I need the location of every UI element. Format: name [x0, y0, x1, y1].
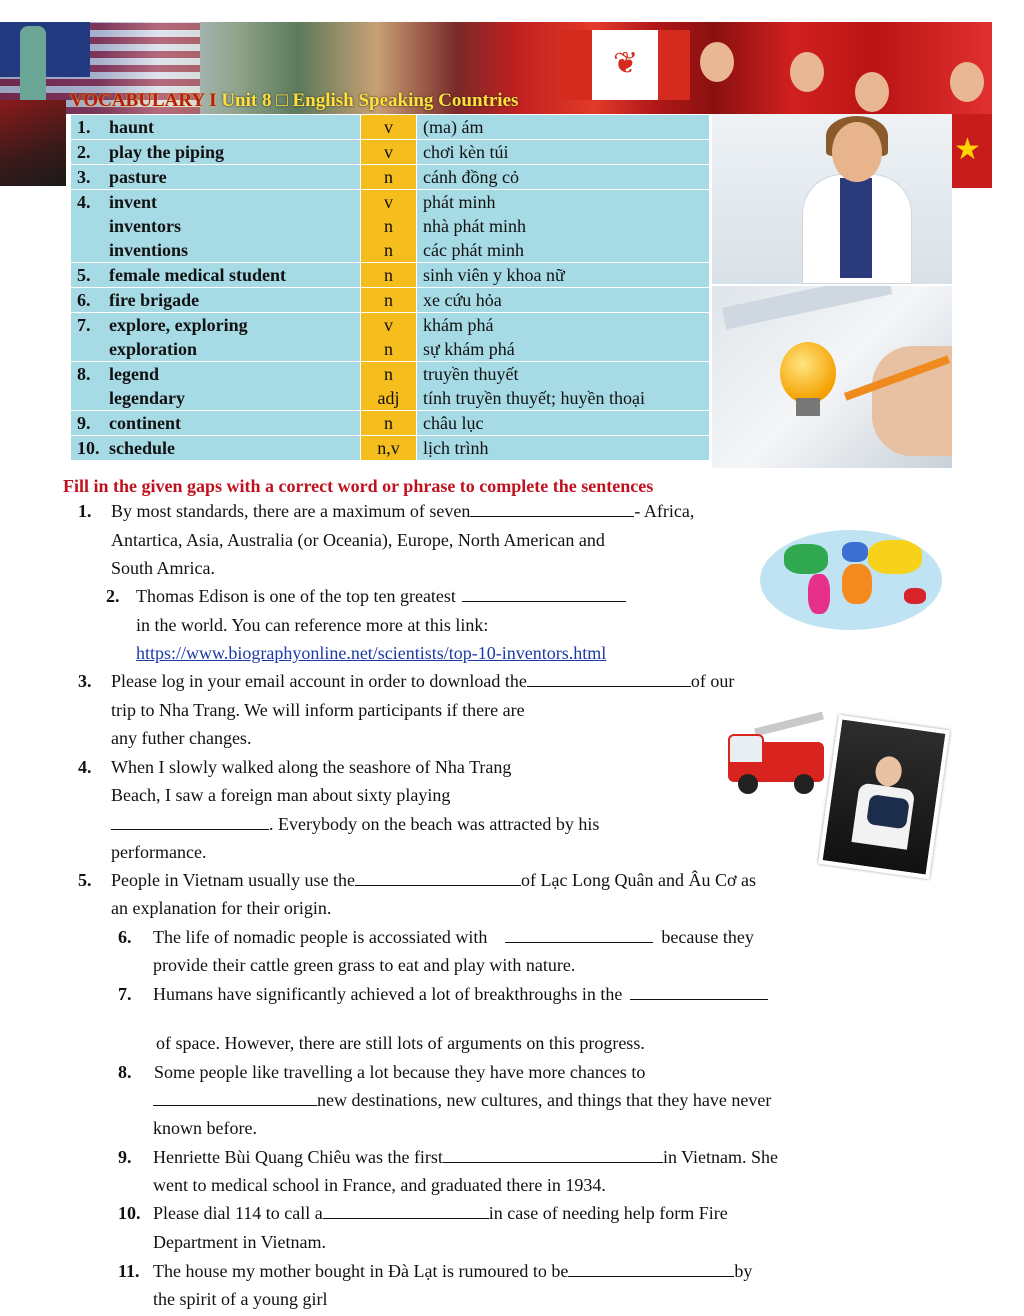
vocab-word-text: invent: [109, 192, 158, 212]
banner-left-photo: [0, 100, 66, 186]
vocab-word: [77, 263, 354, 287]
question-5-line-2: an explanation for their origin.: [111, 898, 332, 918]
vocab-row: [71, 362, 710, 411]
question-2-line-1: 2. Thomas Edison is one of the top ten greatest: [106, 582, 626, 610]
lightbulb-icon: [780, 342, 836, 404]
vocab-pos-cell: [361, 115, 417, 140]
vocab-row: [71, 313, 710, 362]
vocab-pos: n: [384, 240, 393, 260]
vocab-word: [77, 337, 354, 361]
vocab-row: [71, 140, 710, 165]
vocab-meaning: châu lục: [423, 413, 484, 433]
vocab-number: 7.: [77, 315, 91, 335]
wheel-icon: [794, 774, 814, 794]
vocab-meaning-cell: [417, 411, 710, 436]
vocab-meaning: sự khám phá: [423, 339, 515, 359]
vocab-number: 8.: [77, 364, 91, 384]
vocab-word-cell: [71, 140, 361, 165]
vocab-word-cell: [71, 436, 361, 461]
invention-lightbulb-photo: [712, 286, 952, 468]
north-america-shape: [784, 544, 828, 574]
vocab-row: [71, 411, 710, 436]
vocab-word-cell: [71, 190, 361, 263]
question-8-line-2: new destinations, new cultures, and things that they have never: [153, 1086, 771, 1114]
vocab-number: 1.: [77, 117, 91, 137]
vocab-word-text: legendary: [109, 388, 185, 408]
vocab-pos: n: [384, 290, 393, 310]
question-7-line-2: of space. However, there are still lots of arguments on this progress.: [156, 1033, 645, 1053]
question-1-line-1: 1. By most standards, there are a maximum of seven - Africa,: [78, 501, 695, 521]
answer-blank-3[interactable]: [527, 669, 691, 687]
vocab-pos: v: [384, 192, 393, 212]
vocab-meaning: lịch trình: [423, 438, 489, 458]
vietnam-star-icon: ★: [954, 132, 981, 167]
vocab-pos-cell: [361, 190, 417, 263]
south-america-shape: [808, 574, 830, 614]
vocab-meaning-cell: [417, 362, 710, 411]
vocab-row: [71, 288, 710, 313]
vocab-pos: adj: [377, 388, 400, 408]
vocab-pos: n: [384, 216, 393, 236]
vocab-meaning-cell: [417, 313, 710, 362]
crowd-face: [790, 52, 824, 92]
vocab-word-text: explore, exploring: [109, 315, 248, 335]
vocab-row: [71, 436, 710, 461]
fire-truck-image: [724, 712, 828, 802]
vocab-row: [71, 190, 710, 263]
fire-truck-cab: [728, 734, 764, 764]
answer-blank-1[interactable]: [470, 499, 634, 517]
vocab-meaning-cell: [417, 190, 710, 263]
vocab-word-text: play the piping: [109, 142, 225, 162]
exercise-instruction: Fill in the given gaps with a correct word or phrase to complete the sentences: [63, 476, 654, 496]
bagpiper-photo: [818, 715, 950, 879]
vocab-number: 2.: [77, 142, 91, 162]
question-10-line-1: 10. Please dial 114 to call a in case of needing help form Fire: [118, 1203, 728, 1223]
vocab-pos: n: [384, 339, 393, 359]
vocab-meaning: khám phá: [423, 315, 494, 335]
bagpiper-face: [874, 755, 904, 788]
question-1-line-2: Antartica, Asia, Australia (or Oceania), Europe, North American and: [111, 530, 605, 550]
question-2-link[interactable]: [136, 639, 606, 667]
vocab-pos: n: [384, 167, 393, 187]
vocab-pos-cell: [361, 140, 417, 165]
vocab-word-text: inventions: [109, 240, 189, 260]
vocab-pos-cell: [361, 362, 417, 411]
page-title: [66, 90, 526, 114]
question-3-line-2: trip to Nha Trang. We will inform participants if there are: [111, 700, 525, 720]
answer-blank-5[interactable]: [355, 868, 521, 886]
vocab-meaning: nhà phát minh: [423, 216, 526, 236]
vocab-meaning-cell: [417, 140, 710, 165]
vocab-word: [77, 115, 354, 139]
vocab-meaning: sinh viên y khoa nữ: [423, 265, 565, 285]
vocab-number: 3.: [77, 167, 91, 187]
vocab-word-cell: [71, 165, 361, 190]
question-1-line-3: South Amrica.: [111, 558, 215, 578]
vocab-pos: n: [384, 364, 393, 384]
vocabulary-label: VOCABULARY I: [70, 90, 217, 111]
vocab-word: [77, 288, 354, 312]
vocab-meaning: tính truyền thuyết; huyền thoại: [423, 388, 645, 408]
vocab-word-text: fire brigade: [109, 290, 200, 310]
vocab-number: 4.: [77, 192, 91, 212]
vocab-word-text: legend: [109, 364, 160, 384]
vocab-word-text: pasture: [109, 167, 167, 187]
vocab-word: [77, 313, 354, 337]
question-2-line-2: in the world. You can reference more at this link:: [136, 615, 489, 635]
vocab-word-text: continent: [109, 413, 181, 433]
question-7-line-1: 7. Humans have significantly achieved a lot of breakthroughs in the: [118, 980, 768, 1008]
vocab-meaning: các phát minh: [423, 240, 524, 260]
vocab-pos-cell: [361, 263, 417, 288]
doctor-face: [832, 122, 882, 182]
vocab-pos-cell: [361, 313, 417, 362]
unit-title: Unit 8 □ English Speaking Countries: [221, 90, 519, 111]
question-3-line-3: any futher changes.: [111, 728, 252, 748]
question-10-line-2: Department in Vietnam.: [153, 1232, 327, 1252]
vocab-word: [77, 386, 354, 410]
africa-shape: [842, 564, 872, 604]
answer-blank-6[interactable]: [505, 925, 653, 943]
question-4-line-3: . Everybody on the beach was attracted by his: [111, 810, 599, 838]
vocab-word-text: female medical student: [109, 265, 286, 285]
bagpipe-icon: [866, 794, 910, 829]
fire-truck-ladder: [754, 712, 824, 737]
question-6-line-2: provide their cattle green grass to eat and play with nature.: [153, 955, 576, 975]
vocab-number: 6.: [77, 290, 91, 310]
vocab-row: [71, 165, 710, 190]
vocab-word-text: exploration: [109, 339, 197, 359]
ruler-shape: [722, 286, 893, 329]
vocab-word-text: inventors: [109, 216, 181, 236]
vocab-row: [71, 115, 710, 140]
vocab-word-cell: [71, 362, 361, 411]
crowd-face: [950, 62, 984, 102]
vocab-word-cell: [71, 313, 361, 362]
answer-blank-8[interactable]: [153, 1088, 317, 1106]
question-11-line-2: the spirit of a young girl: [153, 1289, 328, 1309]
question-8-line-1: 8. Some people like travelling a lot because they have more chances to: [118, 1062, 646, 1082]
vocab-meaning-cell: [417, 436, 710, 461]
vocab-word: [77, 214, 354, 238]
vocab-meaning: chơi kèn túi: [423, 142, 509, 162]
vocab-pos: n,v: [377, 438, 400, 458]
wheel-icon: [738, 774, 758, 794]
vocab-pos: v: [384, 315, 393, 335]
vocab-word-cell: [71, 411, 361, 436]
question-4-line-1: 4. When I slowly walked along the seashore of Nha Trang: [78, 757, 512, 777]
vocab-meaning: truyền thuyết: [423, 364, 519, 384]
vocab-row: [71, 263, 710, 288]
vocab-word-text: haunt: [109, 117, 155, 137]
australia-shape: [904, 588, 926, 604]
vocab-meaning: phát minh: [423, 192, 496, 212]
vocab-word: [77, 190, 354, 214]
answer-blank-11[interactable]: [568, 1259, 734, 1277]
vocab-meaning: cánh đồng cỏ: [423, 167, 519, 187]
crowd-face: [700, 42, 734, 82]
lightbulb-base: [796, 398, 820, 416]
question-5-line-1: 5. People in Vietnam usually use the of Lạc Long Quân and Âu Cơ as: [78, 870, 757, 890]
answer-blank-4[interactable]: [111, 812, 269, 830]
vocab-word-cell: [71, 263, 361, 288]
question-9-line-2: went to medical school in France, and graduated there in 1934.: [153, 1175, 606, 1195]
answer-blank-9[interactable]: [443, 1145, 663, 1163]
vocab-word-cell: [71, 115, 361, 140]
vocab-pos-cell: [361, 288, 417, 313]
vocab-word-cell: [71, 288, 361, 313]
vocab-number: 10.: [77, 438, 100, 458]
vocab-word-text: schedule: [109, 438, 176, 458]
asia-shape: [868, 540, 922, 574]
question-11-line-1: 11. The house my mother bought in Đà Lạt is rumoured to be by: [118, 1261, 753, 1281]
vocab-number: 5.: [77, 265, 91, 285]
question-3-line-1: 3. Please log in your email account in order to download the of our: [78, 671, 735, 691]
vocabulary-table: [70, 114, 710, 461]
vocab-pos: v: [384, 117, 393, 137]
crowd-face: [855, 72, 889, 112]
inventors-reference-link[interactable]: https://www.biographyonline.net/scientists/top-10-inventors.html: [136, 643, 607, 663]
vocab-pos-cell: [361, 411, 417, 436]
question-9-line-1: 9. Henriette Bùi Quang Chiêu was the first in Vietnam. She: [118, 1147, 779, 1167]
vocab-word: [77, 436, 354, 460]
vocab-meaning-cell: [417, 115, 710, 140]
vocab-word: [77, 140, 354, 164]
female-doctor-photo: [712, 114, 952, 284]
vocab-meaning: (ma) ám: [423, 117, 484, 137]
vocab-meaning-cell: [417, 263, 710, 288]
vocab-word: [77, 411, 354, 435]
question-4-line-4: performance.: [111, 842, 207, 862]
question-8-line-3: known before.: [153, 1118, 257, 1138]
europe-shape: [842, 542, 868, 562]
vocab-word: [77, 238, 354, 262]
maple-leaf-icon: ❦: [613, 46, 639, 81]
doctor-shirt: [840, 178, 872, 278]
vocab-meaning-cell: [417, 288, 710, 313]
vocab-pos-cell: [361, 436, 417, 461]
question-4-line-2: Beach, I saw a foreign man about sixty playing: [111, 785, 451, 805]
vocab-pos: v: [384, 142, 393, 162]
vocab-pos: n: [384, 265, 393, 285]
world-map-image: [760, 530, 942, 630]
vocab-meaning: xe cứu hỏa: [423, 290, 502, 310]
vocab-word: [77, 165, 354, 189]
vocab-number: 9.: [77, 413, 91, 433]
vocab-word: [77, 362, 354, 386]
answer-blank-2[interactable]: [462, 584, 626, 602]
vocab-meaning-cell: [417, 165, 710, 190]
question-6-line-1: 6. The life of nomadic people is accossiated with because they: [118, 927, 754, 947]
answer-blank-7[interactable]: [630, 982, 768, 1000]
banner-red-flag-extension: [948, 114, 992, 188]
answer-blank-10[interactable]: [323, 1201, 489, 1219]
vocab-pos-cell: [361, 165, 417, 190]
vocab-pos: n: [384, 413, 393, 433]
